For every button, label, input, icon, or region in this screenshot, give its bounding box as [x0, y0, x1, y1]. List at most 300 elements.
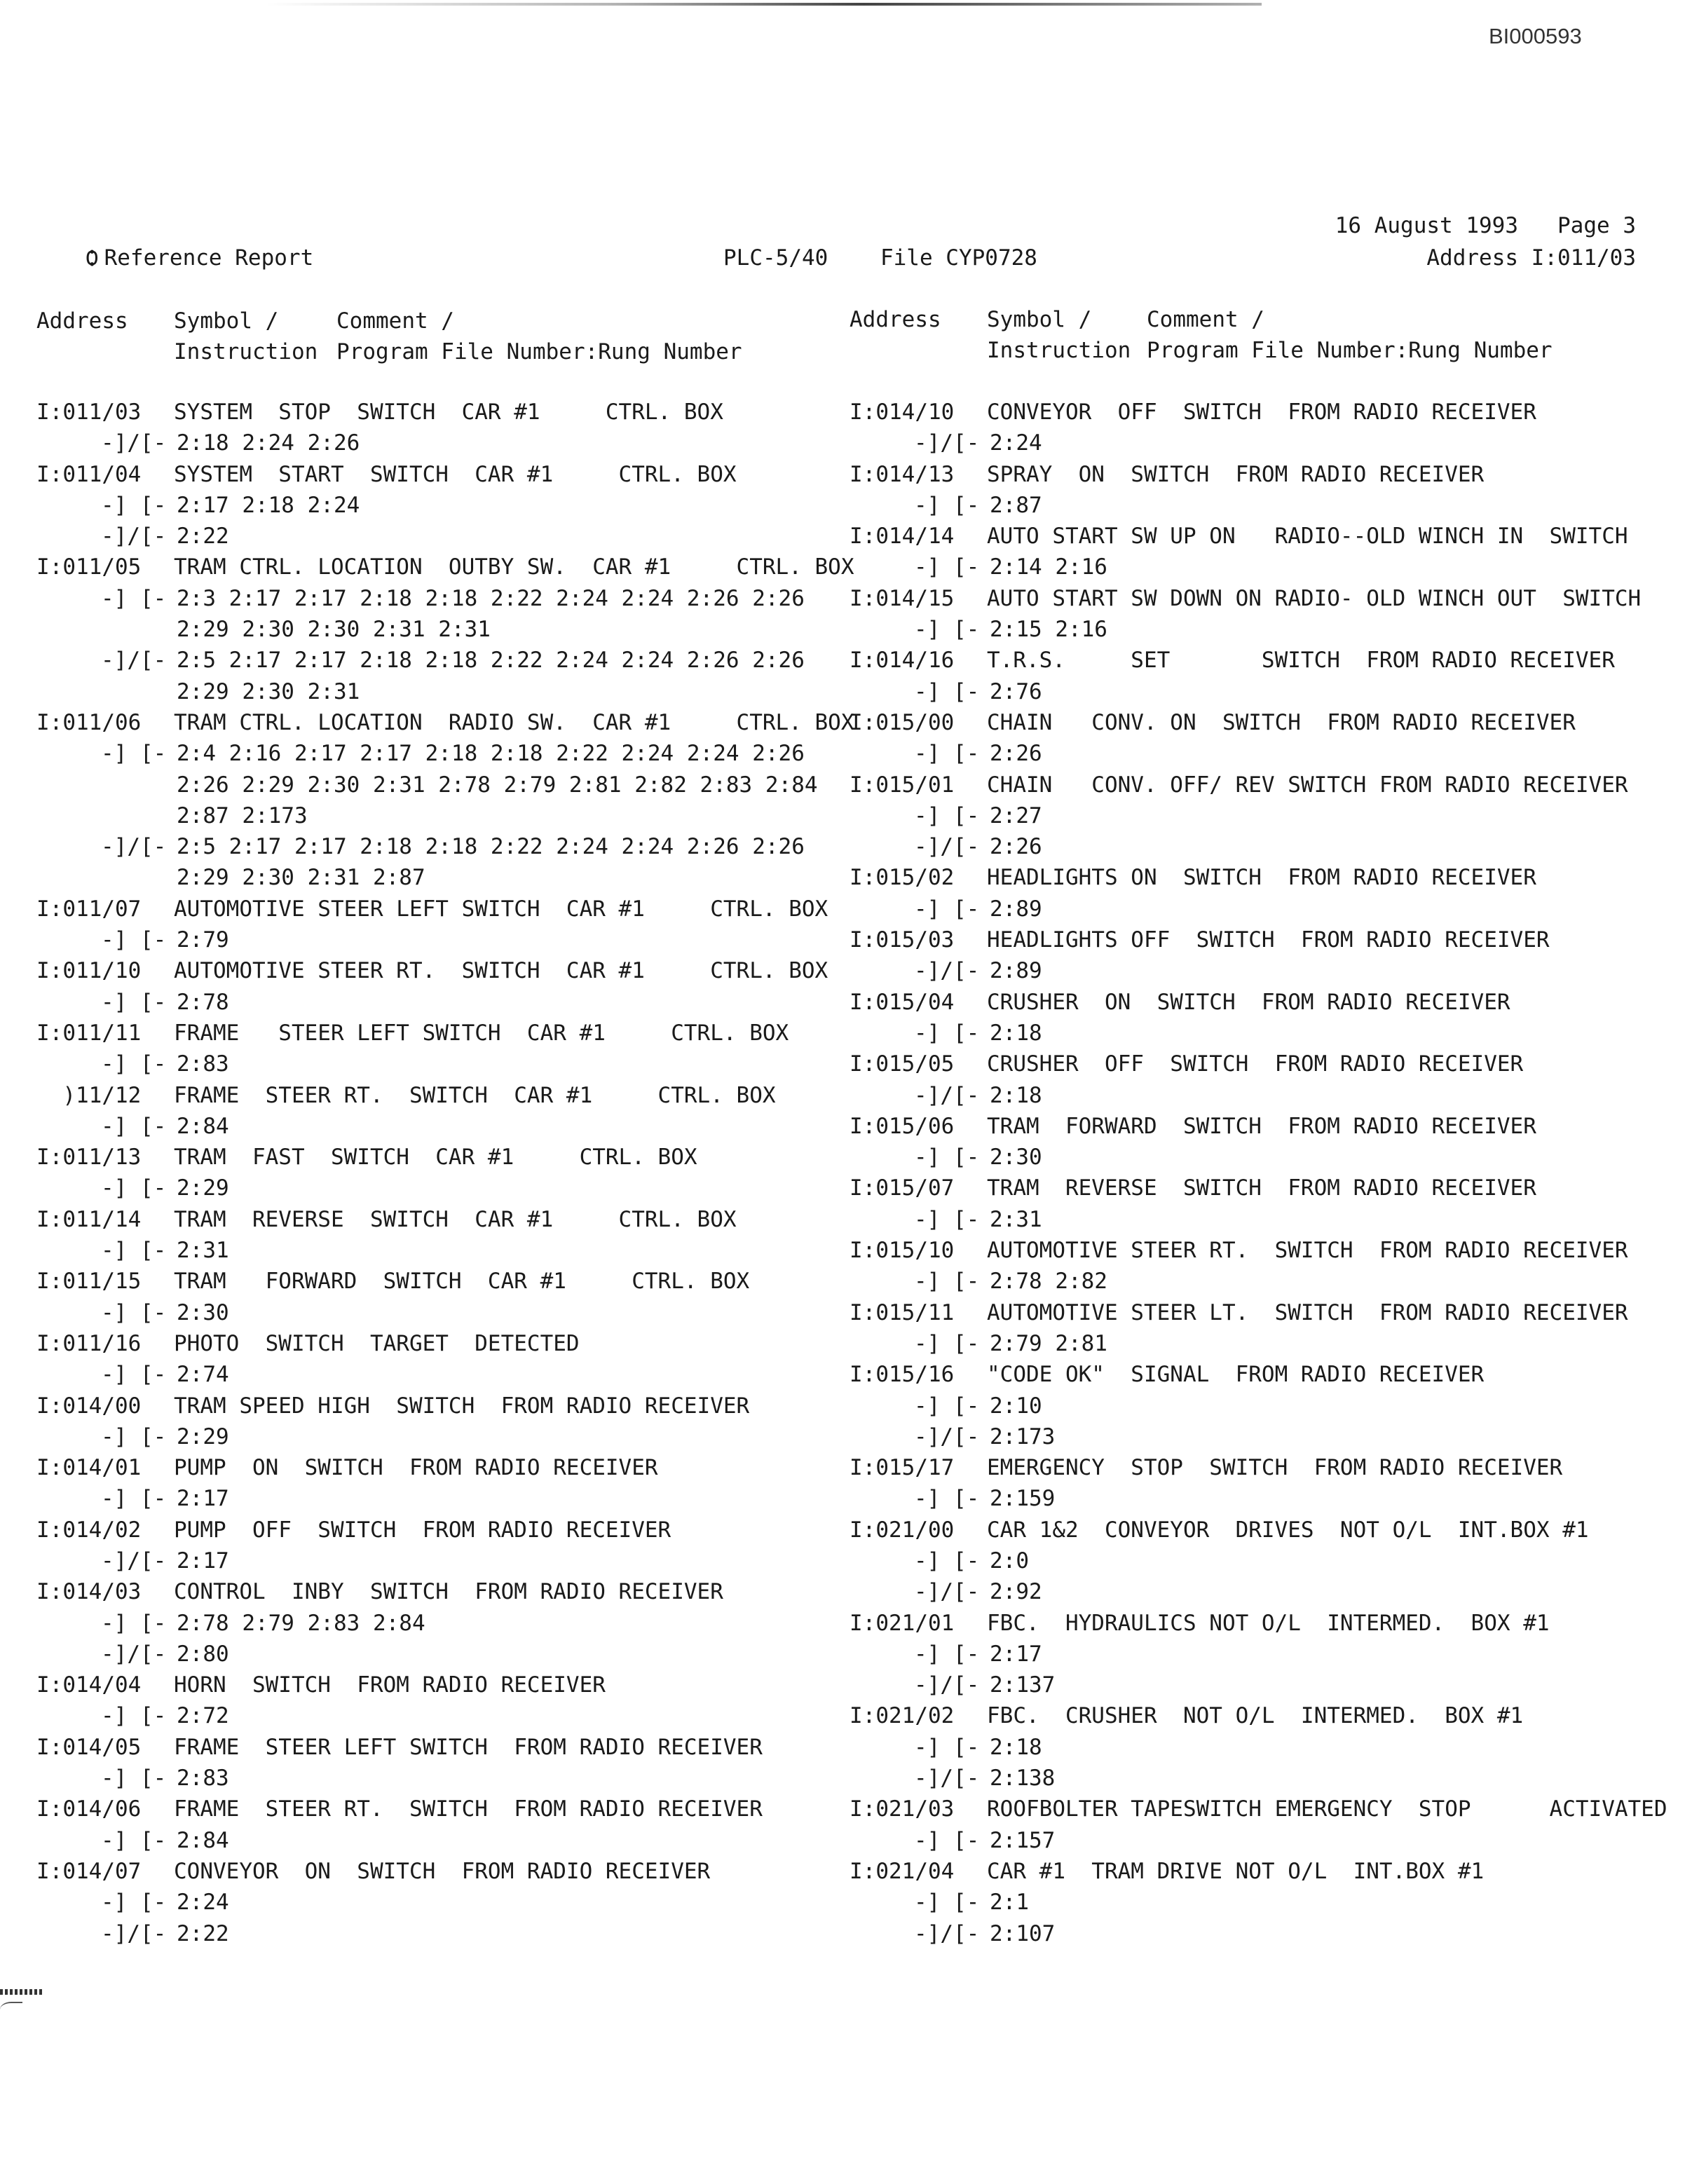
rung-numbers: 2:78 — [177, 989, 229, 1015]
instruction-type: -] [- — [101, 1175, 167, 1201]
rung-numbers: 2:26 — [990, 741, 1042, 767]
rung-numbers: 2:18 2:24 2:26 — [177, 430, 360, 456]
instruction-reference — [36, 1763, 871, 1794]
reference-entry — [850, 583, 1684, 646]
instruction-reference — [850, 1080, 1684, 1111]
reference-entry — [36, 459, 871, 552]
rung-numbers: 2:18 — [990, 1734, 1042, 1760]
col-comment-label: Comment / — [1147, 307, 1264, 332]
instruction-reference — [850, 1576, 1684, 1607]
instruction-type: -] [- — [101, 1766, 167, 1791]
io-address: I:015/03 — [850, 927, 955, 953]
entry-address-line — [36, 1080, 871, 1111]
reference-entry — [36, 1576, 871, 1670]
io-address: I:011/03 — [36, 400, 142, 425]
io-comment: TRAM FORWARD SWITCH FROM RADIO RECEIVER — [987, 1113, 1536, 1139]
io-address: I:014/15 — [850, 585, 955, 611]
instruction-type: -] [- — [101, 1890, 167, 1916]
io-comment: AUTOMOTIVE STEER LT. SWITCH FROM RADIO RECEIVER — [987, 1299, 1628, 1325]
reference-entry — [36, 1794, 871, 1856]
reference-entry — [850, 1359, 1684, 1452]
io-comment: TRAM CTRL. LOCATION RADIO SW. CAR #1 CTRL. BOX — [174, 709, 854, 735]
instruction-reference — [850, 1018, 1684, 1049]
io-comment: HEADLIGHTS OFF SWITCH FROM RADIO RECEIVER — [987, 927, 1550, 953]
instruction-reference — [850, 1918, 1684, 1949]
rung-numbers: 2:173 — [990, 1424, 1056, 1449]
instruction-type: -] [- — [101, 585, 167, 611]
entry-address-line — [850, 459, 1684, 490]
instruction-type: -] [- — [914, 1890, 980, 1916]
column-header-left — [36, 306, 842, 369]
entry-address-line — [850, 1856, 1684, 1887]
io-comment: SYSTEM START SWITCH CAR #1 CTRL. BOX — [174, 461, 737, 487]
io-address: I:015/10 — [850, 1238, 955, 1264]
instruction-reference — [36, 1918, 871, 1949]
io-address: I:014/03 — [36, 1579, 142, 1605]
entry-address-line — [36, 459, 871, 490]
entry-address-line — [850, 1608, 1684, 1639]
reference-entry — [850, 862, 1684, 924]
instruction-reference — [850, 1483, 1684, 1514]
instruction-type: -] [- — [914, 1548, 980, 1574]
rung-numbers: 2:138 — [990, 1766, 1056, 1791]
instruction-type: -] [- — [914, 1330, 980, 1356]
reference-entry — [850, 1794, 1684, 1856]
io-address: I:015/17 — [850, 1455, 955, 1481]
col-instruction-label: Instruction — [174, 339, 318, 364]
instruction-reference — [36, 1700, 871, 1731]
instruction-reference — [850, 1763, 1684, 1794]
entry-address-line — [850, 924, 1684, 955]
entry-address-line — [850, 645, 1684, 676]
entry-address-line — [36, 1452, 871, 1483]
rung-numbers: 2:80 — [177, 1641, 229, 1667]
reference-entry — [36, 1452, 871, 1515]
bates-number: BI000593 — [1489, 24, 1582, 48]
io-address: I:011/14 — [36, 1206, 142, 1232]
page-number: Page 3 — [1557, 213, 1636, 238]
reference-entry — [36, 1856, 871, 1949]
entry-address-line — [36, 1204, 871, 1235]
instruction-type: -] [- — [101, 1486, 167, 1512]
instruction-reference — [36, 1483, 871, 1514]
instruction-type: -] [- — [101, 1299, 167, 1325]
rung-numbers: 2:29 — [177, 1424, 229, 1449]
scan-artifact-top — [266, 3, 1262, 6]
entry-address-line — [36, 1328, 871, 1359]
io-address: I:021/03 — [850, 1796, 955, 1822]
instruction-reference — [36, 1235, 871, 1266]
io-address: I:011/04 — [36, 461, 142, 487]
io-comment: "CODE OK" SIGNAL FROM RADIO RECEIVER — [987, 1362, 1485, 1388]
entry-address-line — [850, 1452, 1684, 1483]
instruction-reference — [36, 1359, 871, 1390]
reference-entry — [850, 521, 1684, 583]
rung-numbers: 2:79 — [177, 927, 229, 953]
entry-address-line — [850, 1173, 1684, 1203]
col-address-label: Address — [36, 308, 128, 334]
instruction-type: -] [- — [101, 1827, 167, 1853]
col-program-label: Program File Number:Rung Number — [1147, 338, 1553, 363]
entry-address-line — [850, 1297, 1684, 1328]
reference-entry — [850, 459, 1684, 521]
io-address: I:015/05 — [850, 1051, 955, 1077]
entry-address-line — [36, 1732, 871, 1763]
reference-entry — [850, 1452, 1684, 1515]
instruction-reference — [850, 1266, 1684, 1297]
rung-numbers: 2:76 — [990, 678, 1042, 704]
instruction-type: -] [- — [101, 1113, 167, 1139]
io-address: I:015/06 — [850, 1113, 955, 1139]
io-address: I:021/00 — [850, 1517, 955, 1543]
instruction-type: -] [- — [101, 1362, 167, 1388]
reference-entry — [36, 955, 871, 1018]
rung-numbers: 2:26 2:29 2:30 2:31 2:78 2:79 2:81 2:82 2:83 2:84 — [177, 772, 818, 798]
io-address: I:011/13 — [36, 1145, 142, 1171]
instruction-reference — [36, 1639, 871, 1670]
instruction-type: -]/[- — [914, 1579, 980, 1605]
instruction-reference — [36, 1173, 871, 1203]
instruction-type: -] [- — [101, 989, 167, 1015]
instruction-type: -]/[- — [914, 1766, 980, 1791]
processor-file — [723, 244, 1037, 272]
rung-numbers: 2:18 — [990, 1082, 1042, 1108]
entry-address-line — [850, 583, 1684, 614]
io-address: I:011/06 — [36, 709, 142, 735]
reference-entry — [850, 1235, 1684, 1297]
entry-address-line — [36, 552, 871, 582]
rung-numbers: 2:30 — [177, 1299, 229, 1325]
instruction-type: -] [- — [101, 1051, 167, 1077]
rung-numbers: 2:18 — [990, 1020, 1042, 1046]
report-date: 16 August 1993 — [1335, 213, 1519, 238]
instruction-reference — [850, 1887, 1684, 1918]
io-comment: CAR 1&2 CONVEYOR DRIVES NOT O/L INT.BOX #1 — [987, 1517, 1589, 1543]
io-comment: PHOTO SWITCH TARGET DETECTED — [174, 1330, 580, 1356]
instruction-type: -] [- — [914, 803, 980, 828]
rung-numbers: 2:107 — [990, 1920, 1056, 1946]
instruction-reference-continued — [36, 800, 871, 831]
instruction-reference — [850, 738, 1684, 769]
instruction-type: -] [- — [914, 1734, 980, 1760]
io-comment: CONVEYOR OFF SWITCH FROM RADIO RECEIVER — [987, 400, 1536, 425]
col-program-label: Program File Number:Rung Number — [336, 339, 742, 364]
instruction-type: -] [- — [101, 1238, 167, 1264]
entry-address-line — [850, 397, 1684, 428]
rung-numbers: 2:31 — [177, 1238, 229, 1264]
io-comment: AUTOMOTIVE STEER RT. SWITCH FROM RADIO RECEIVER — [987, 1238, 1628, 1264]
io-address: I:014/02 — [36, 1517, 142, 1543]
reference-entry — [850, 1515, 1684, 1608]
rung-numbers: 2:1 — [990, 1890, 1029, 1916]
entry-address-line — [36, 1856, 871, 1887]
io-comment: HORN SWITCH FROM RADIO RECEIVER — [174, 1672, 606, 1698]
rung-numbers: 2:22 — [177, 1920, 229, 1946]
instruction-reference — [850, 1545, 1684, 1576]
reference-entry — [36, 552, 871, 707]
io-address: I:021/01 — [850, 1610, 955, 1636]
entry-address-line — [850, 1794, 1684, 1824]
entry-address-line — [36, 1266, 871, 1297]
io-comment: FRAME STEER LEFT SWITCH FROM RADIO RECEIVER — [174, 1734, 763, 1760]
reference-entry — [850, 924, 1684, 987]
io-address: I:014/06 — [36, 1796, 142, 1822]
io-comment: TRAM SPEED HIGH SWITCH FROM RADIO RECEIVER — [174, 1393, 750, 1419]
instruction-type: -]/[- — [914, 834, 980, 860]
instruction-reference — [850, 1825, 1684, 1856]
io-comment: TRAM CTRL. LOCATION OUTBY SW. CAR #1 CTRL. BOX — [174, 554, 854, 580]
io-address: I:011/16 — [36, 1330, 142, 1356]
reference-entry — [850, 1111, 1684, 1173]
rung-numbers: 2:5 2:17 2:17 2:18 2:18 2:22 2:24 2:24 2:26 2:26 — [177, 648, 805, 674]
reference-entry — [36, 1328, 871, 1391]
instruction-reference — [36, 490, 871, 521]
io-address: I:011/15 — [36, 1269, 142, 1295]
reference-entry — [36, 1391, 871, 1453]
entry-address-line — [850, 1111, 1684, 1142]
instruction-reference — [36, 987, 871, 1018]
io-comment: CHAIN CONV. ON SWITCH FROM RADIO RECEIVER — [987, 709, 1576, 735]
io-comment: T.R.S. SET SWITCH FROM RADIO RECEIVER — [987, 648, 1615, 674]
rung-numbers: 2:92 — [990, 1579, 1042, 1605]
reference-entry — [36, 1142, 871, 1204]
processor-type: PLC-5/40 — [723, 245, 828, 271]
instruction-reference-continued — [36, 770, 871, 800]
reference-entry — [850, 645, 1684, 707]
instruction-reference — [850, 676, 1684, 707]
reference-entry — [850, 1608, 1684, 1701]
rung-numbers: 2:137 — [990, 1672, 1056, 1698]
io-comment: SPRAY ON SWITCH FROM RADIO RECEIVER — [987, 461, 1485, 487]
entry-address-line — [850, 1049, 1684, 1079]
reference-entry — [850, 770, 1684, 863]
instruction-type: -]/[- — [101, 648, 167, 674]
entry-address-line — [36, 1794, 871, 1824]
rung-numbers: 2:10 — [990, 1393, 1042, 1419]
reference-entry — [36, 1515, 871, 1577]
entry-address-line — [36, 1018, 871, 1049]
rung-numbers: 2:87 — [990, 492, 1042, 518]
reference-entry — [850, 1173, 1684, 1235]
io-address: I:015/00 — [850, 709, 955, 735]
instruction-reference — [850, 1732, 1684, 1763]
instruction-reference — [850, 1328, 1684, 1359]
io-address: I:011/11 — [36, 1020, 142, 1046]
col-symbol-label: Symbol / — [987, 307, 1092, 332]
io-address: I:014/10 — [850, 400, 955, 425]
io-address: I:014/00 — [36, 1393, 142, 1419]
reference-entry — [850, 707, 1684, 770]
instruction-reference — [850, 800, 1684, 831]
instruction-reference — [36, 1887, 871, 1918]
io-comment: TRAM REVERSE SWITCH CAR #1 CTRL. BOX — [174, 1206, 737, 1232]
rung-numbers: 2:17 — [177, 1486, 229, 1512]
reference-entry — [36, 1080, 871, 1142]
instruction-reference — [36, 1608, 871, 1639]
io-comment: HEADLIGHTS ON SWITCH FROM RADIO RECEIVER — [987, 865, 1536, 891]
report-title — [86, 244, 313, 272]
rung-numbers: 2:87 2:173 — [177, 803, 308, 828]
entry-address-line — [850, 1235, 1684, 1266]
instruction-type: -]/[- — [914, 1082, 980, 1108]
instruction-type: -] [- — [101, 1703, 167, 1729]
rung-numbers: 2:27 — [990, 803, 1042, 828]
io-address: I:015/04 — [850, 989, 955, 1015]
reference-entry — [36, 1266, 871, 1328]
reference-entry — [36, 1732, 871, 1794]
margin-scan-mark — [0, 1989, 42, 1995]
io-comment: SYSTEM STOP SWITCH CAR #1 CTRL. BOX — [174, 400, 723, 425]
report-date-page — [1335, 212, 1636, 240]
instruction-type: -] [- — [914, 617, 980, 643]
instruction-reference — [850, 614, 1684, 645]
io-comment: AUTOMOTIVE STEER RT. SWITCH CAR #1 CTRL. BOX — [174, 958, 828, 984]
entry-address-line — [850, 862, 1684, 893]
instruction-reference — [850, 552, 1684, 582]
io-address: I:015/11 — [850, 1299, 955, 1325]
io-comment: ROOFBOLTER TAPESWITCH EMERGENCY STOP ACTIVATED — [987, 1796, 1667, 1822]
rung-numbers: 2:3 2:17 2:17 2:18 2:18 2:22 2:24 2:24 2:26 2:26 — [177, 585, 805, 611]
margin-scan-curve — [0, 2002, 22, 2017]
rung-numbers: 2:29 — [177, 1175, 229, 1201]
io-comment: CONTROL INBY SWITCH FROM RADIO RECEIVER — [174, 1579, 723, 1605]
rung-numbers: 2:79 2:81 — [990, 1330, 1107, 1356]
instruction-type: -]/[- — [914, 1672, 980, 1698]
reference-entry — [850, 1700, 1684, 1794]
rung-numbers: 2:14 2:16 — [990, 554, 1107, 580]
rung-numbers: 2:24 — [990, 430, 1042, 456]
io-comment: AUTO START SW DOWN ON RADIO- OLD WINCH OUT SWITCH — [987, 585, 1642, 611]
rung-numbers: 2:157 — [990, 1827, 1056, 1853]
rung-numbers: 2:72 — [177, 1703, 229, 1729]
io-comment: FBC. CRUSHER NOT O/L INTERMED. BOX #1 — [987, 1703, 1524, 1729]
instruction-type: -]/[- — [101, 1641, 167, 1667]
io-address: I:014/05 — [36, 1734, 142, 1760]
instruction-reference — [36, 1297, 871, 1328]
instruction-reference — [850, 428, 1684, 458]
rung-numbers: 2:26 — [990, 834, 1042, 860]
rung-numbers: 2:29 2:30 2:31 — [177, 678, 360, 704]
entry-address-line — [36, 397, 871, 428]
instruction-reference — [850, 831, 1684, 862]
io-comment: FRAME STEER RT. SWITCH CAR #1 CTRL. BOX — [174, 1082, 776, 1108]
instruction-reference — [850, 1639, 1684, 1670]
column-header-right — [850, 304, 1656, 367]
instruction-reference-continued — [36, 614, 871, 645]
io-comment: EMERGENCY STOP SWITCH FROM RADIO RECEIVER — [987, 1455, 1563, 1481]
reference-entry — [850, 987, 1684, 1049]
instruction-type: -]/[- — [914, 1920, 980, 1946]
instruction-reference-continued — [36, 676, 871, 707]
rung-numbers: 2:74 — [177, 1362, 229, 1388]
rung-numbers: 2:30 — [990, 1145, 1042, 1171]
instruction-reference — [36, 1049, 871, 1079]
instruction-reference — [36, 521, 871, 552]
io-comment: TRAM REVERSE SWITCH FROM RADIO RECEIVER — [987, 1175, 1536, 1201]
rung-numbers: 2:78 2:79 2:83 2:84 — [177, 1610, 425, 1636]
io-address: I:021/04 — [850, 1858, 955, 1884]
io-comment: TRAM FAST SWITCH CAR #1 CTRL. BOX — [174, 1145, 697, 1171]
rung-numbers: 2:89 — [990, 958, 1042, 984]
rung-numbers: 2:4 2:16 2:17 2:17 2:18 2:18 2:22 2:24 2:24 2:26 — [177, 741, 805, 767]
instruction-reference — [850, 955, 1684, 986]
io-address: I:014/13 — [850, 461, 955, 487]
io-comment: CRUSHER ON SWITCH FROM RADIO RECEIVER — [987, 989, 1510, 1015]
instruction-reference — [850, 1391, 1684, 1421]
entry-address-line — [850, 707, 1684, 738]
instruction-type: -] [- — [914, 1393, 980, 1419]
report-title-text: Reference Report — [104, 245, 314, 271]
io-address: I:021/02 — [850, 1703, 955, 1729]
instruction-reference — [36, 428, 871, 458]
instruction-type: -] [- — [914, 492, 980, 518]
entry-address-line — [36, 1670, 871, 1700]
io-address: I:011/05 — [36, 554, 142, 580]
reference-entry — [36, 707, 871, 894]
rung-numbers: 2:84 — [177, 1113, 229, 1139]
io-address: I:015/16 — [850, 1362, 955, 1388]
io-address: I:011/07 — [36, 896, 142, 922]
entry-address-line — [850, 1359, 1684, 1390]
io-comment: FRAME STEER RT. SWITCH FROM RADIO RECEIVER — [174, 1796, 763, 1822]
rung-numbers: 2:84 — [177, 1827, 229, 1853]
instruction-type: -]/[- — [914, 958, 980, 984]
instruction-reference — [36, 645, 871, 676]
io-comment: CAR #1 TRAM DRIVE NOT O/L INT.BOX #1 — [987, 1858, 1485, 1884]
io-address: )11/12 — [36, 1082, 142, 1108]
col-instruction-label: Instruction — [987, 338, 1131, 363]
rung-numbers: 2:83 — [177, 1051, 229, 1077]
rung-numbers: 2:29 2:30 2:31 2:87 — [177, 865, 425, 891]
instruction-type: -] [- — [914, 1827, 980, 1853]
instruction-type: -] [- — [914, 1020, 980, 1046]
io-comment: FRAME STEER LEFT SWITCH CAR #1 CTRL. BOX — [174, 1020, 789, 1046]
right-column — [850, 397, 1684, 1949]
rung-numbers: 2:78 2:82 — [990, 1269, 1107, 1295]
instruction-reference — [850, 1142, 1684, 1173]
instruction-type: -]/[- — [914, 430, 980, 456]
instruction-reference — [36, 1825, 871, 1856]
entry-address-line — [850, 1515, 1684, 1545]
instruction-type: -] [- — [914, 678, 980, 704]
col-address-label: Address — [850, 307, 941, 332]
instruction-type: -] [- — [914, 741, 980, 767]
rung-numbers: 2:24 — [177, 1890, 229, 1916]
io-address: I:015/01 — [850, 772, 955, 798]
rung-numbers: 2:29 2:30 2:30 2:31 2:31 — [177, 617, 491, 643]
io-address: I:014/04 — [36, 1672, 142, 1698]
rung-numbers: 2:15 2:16 — [990, 617, 1107, 643]
instruction-type: -] [- — [914, 896, 980, 922]
instruction-reference — [850, 1670, 1684, 1700]
instruction-type: -] [- — [914, 1641, 980, 1667]
instruction-type: -] [- — [914, 1486, 980, 1512]
reference-entry — [36, 1670, 871, 1732]
rung-numbers: 2:22 — [177, 524, 229, 550]
entry-address-line — [850, 1700, 1684, 1731]
reference-entry — [850, 1297, 1684, 1360]
rung-numbers: 2:0 — [990, 1548, 1029, 1574]
io-address: I:011/10 — [36, 958, 142, 984]
reference-entry — [36, 397, 871, 459]
io-comment: FBC. HYDRAULICS NOT O/L INTERMED. BOX #1 — [987, 1610, 1550, 1636]
instruction-type: -]/[- — [101, 1920, 167, 1946]
io-comment: PUMP OFF SWITCH FROM RADIO RECEIVER — [174, 1517, 671, 1543]
rung-numbers: 2:89 — [990, 896, 1042, 922]
entry-address-line — [36, 955, 871, 986]
entry-address-line — [850, 521, 1684, 552]
instruction-reference — [36, 1111, 871, 1142]
